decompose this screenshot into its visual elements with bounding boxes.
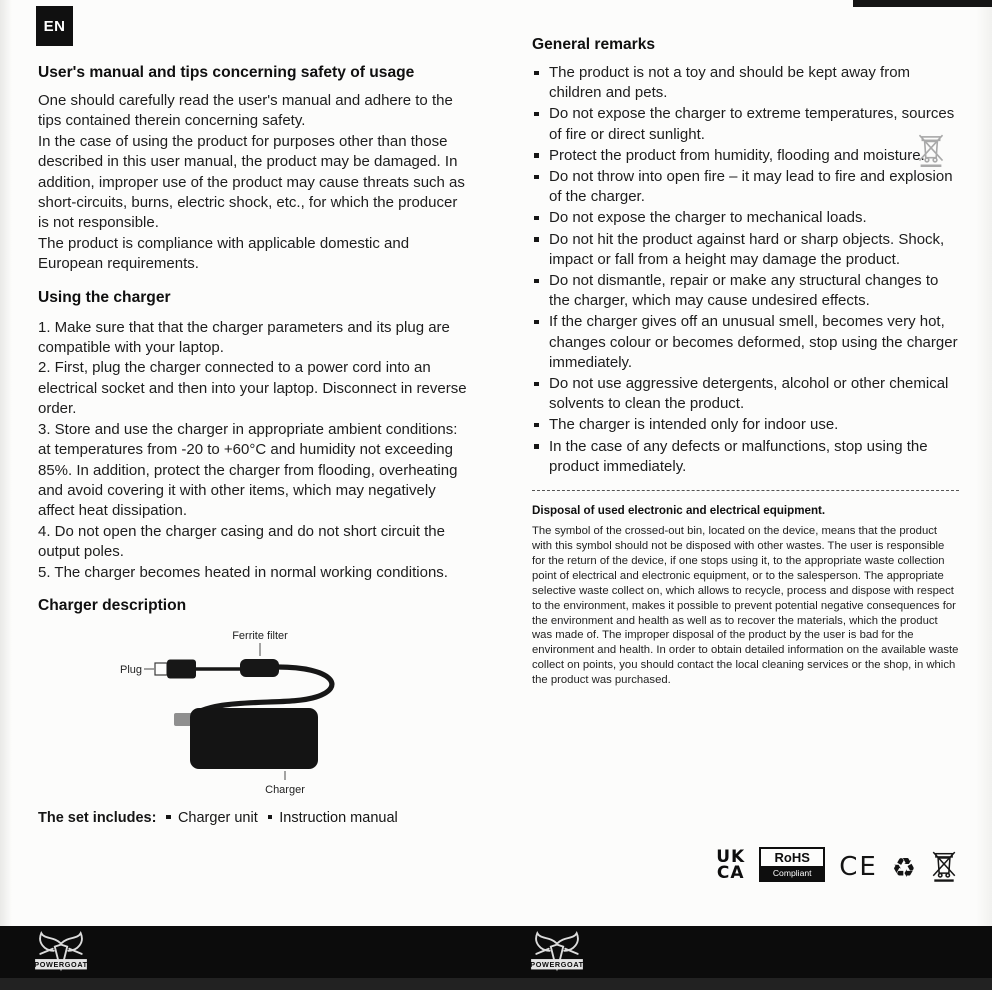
section-heading-description: Charger description [38,596,187,614]
dashed-divider [532,490,959,491]
plug-label: Plug [120,663,143,676]
powergoat-logo [32,931,90,983]
set-includes-item: Instruction manual [279,809,398,826]
remark-item: Do not hit the product against hard or sharp objects. Shock, impact or fall from a height may damage the product. [532,230,959,270]
remark-item: If the charger gives off an unusual smell, becomes very hot, changes colour or becomes deformed, stop using the charger immediately. [532,312,959,373]
footer-bar [0,926,992,990]
step-item: 4. Do not open the charger casing and do not short circuit the output poles. [38,522,445,561]
remark-item: Do not expose the charger to extreme temperatures, sources of fire or direct sunlight. [532,104,959,144]
language-badge: EN [36,6,73,46]
square-bullet-icon [268,815,273,820]
brand-text: POWERGOAT [530,959,584,969]
manual-title: User's manual and tips concerning safety of usage [38,64,415,81]
remark-item: Protect the product from humidity, flooding and moisture. [532,146,959,166]
plug-body [167,659,196,678]
step-item: 5. The charger becomes heated in normal working conditions. [38,563,448,581]
intro-paragraph: One should carefully read the user's manual and adhere to the tips contained therein concerning safety. [38,92,453,130]
set-includes-label: The set includes: [38,809,157,826]
charger-diagram [38,626,458,798]
ferrite-filter-label: Ferrite filter [232,629,288,642]
footer-strip [0,978,992,990]
certification-marks [716,846,958,884]
scan-edge-mark [853,0,992,7]
intro-block [38,91,471,275]
remarks-heading: General remarks [532,36,656,53]
remark-item: Do not throw into open fire – it may lead to fire and explosion of the charger. [532,167,959,207]
intro-paragraph: The product is compliance with applicable domestic and European requirements. [38,234,410,273]
intro-paragraph: In the case of using the product for purposes other than those described in this user manual, the product may be damaged. In addition, improper use of the product may cause threats such as short-circuits, burns, electric shock, etc., for which the producer is not responsible. [38,132,465,232]
remark-item: Do not dismantle, repair or make any structural changes to the charger, which may cause undesired effects. [532,271,959,311]
remark-item: Do not expose the charger to mechanical loads. [532,208,959,228]
powergoat-logo [528,931,586,983]
charger-label: Charger [265,783,305,796]
step-item: 2. First, plug the charger connected to a power cord into an electrical socket and then into your laptop. Disconnect in reverse order. [38,359,467,418]
step-item: 1. Make sure that that the charger parameters and its plug are compatible with your laptop. [38,318,450,357]
remark-item: Do not use aggressive detergents, alcohol or other chemical solvents to clean the product. [532,374,959,414]
steps-block [38,318,471,583]
left-column [38,64,471,826]
disposal-text: The symbol of the crossed-out bin, located on the device, means that the product with this symbol should not be disposed with other wastes. The user is responsible for the return of the device, if one stops using it, to the appropriate waste collection point of electrical and electronic equipment, or to the salesperson. The appropriate selective waste collect on, which allows to recycle, process and dispose with respect to the environment, makes it possible to prevent potential negative consequences for the environment and health as well as to recover the materials, which the product was made of. The improper disposal of the product by the user is bad for the environment and health. In order to obtain detailed information on the available waste collect on points, you should contact the local cleaning services or the shop, in which the product was purchased. [532,525,959,687]
remarks-list [532,63,959,477]
square-bullet-icon [166,815,171,820]
set-includes-item: Charger unit [177,809,258,826]
brand-text: POWERGOAT [34,959,88,969]
step-item: 3. Store and use the charger in appropriate ambient conditions: at temperatures from -20 to +60°C and humidity not exceeding 85%. In addition, protect the charger from flooding, overheating and avoid covering it with other items, which may negatively affect heat dissipation. [38,420,458,520]
recycle-icon: ♻ [891,853,916,884]
weee-bin-icon [930,846,958,884]
crossed-bin-icon [916,128,946,170]
remark-item: The product is not a toy and should be kept away from children and pets. [532,63,959,103]
remark-item: The charger is intended only for indoor use. [532,415,959,435]
remark-item: In the case of any defects or malfunctions, stop using the product immediately. [532,437,959,477]
charger-body [190,708,318,769]
set-includes [38,810,471,826]
ce-mark: CE [839,852,878,882]
disposal-heading: Disposal of used electronic and electrical equipment. [532,504,826,518]
right-column [532,36,959,688]
ukca-mark: UK CA [716,846,746,883]
section-heading-using: Using the charger [38,288,171,306]
plug-tip [155,663,167,675]
rohs-mark: RoHS Compliant [759,847,825,882]
ferrite-filter [240,659,279,677]
